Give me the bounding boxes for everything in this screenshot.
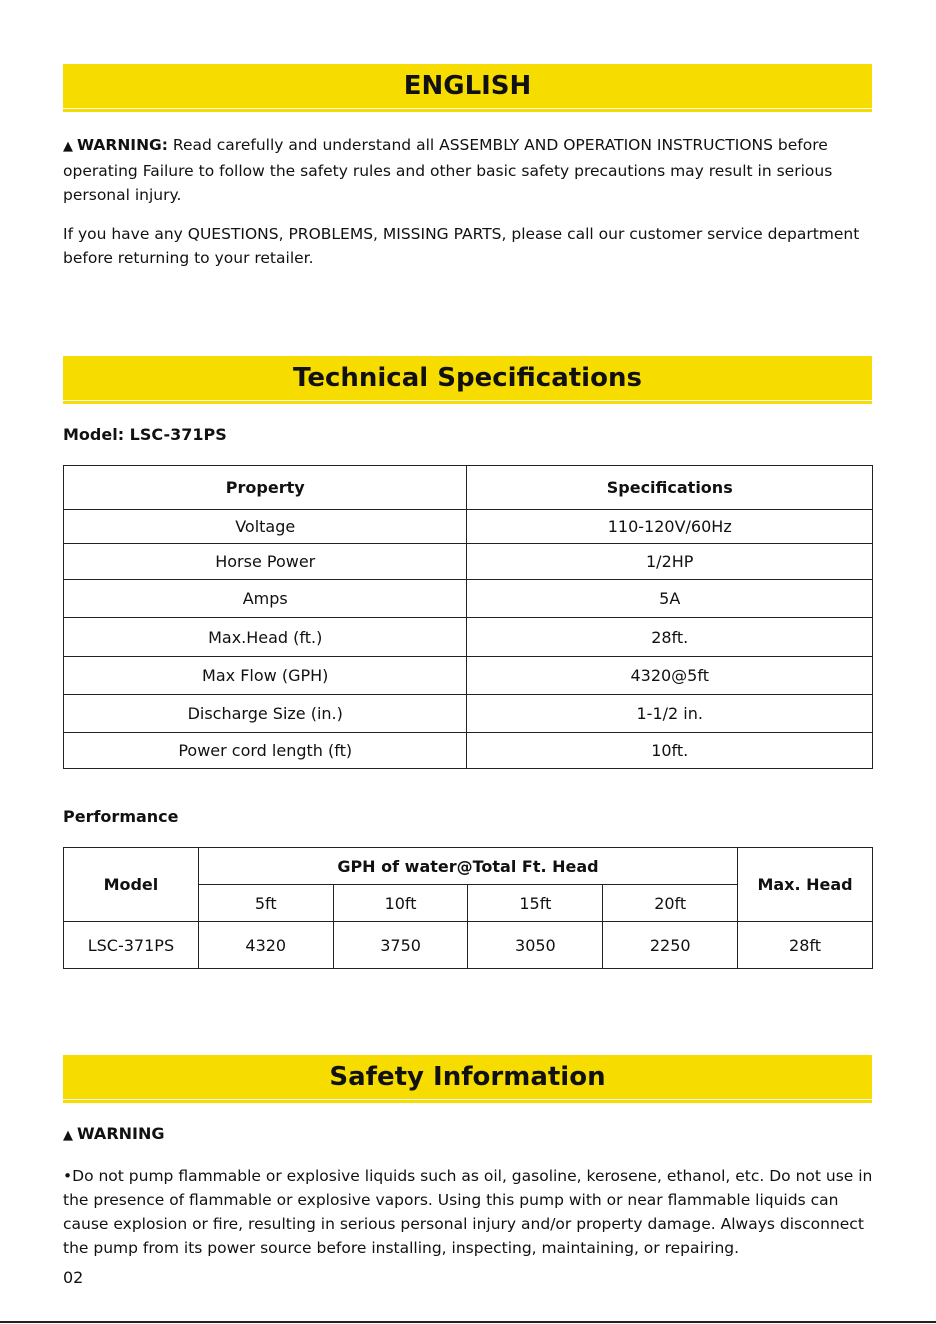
performance-value: 4320 [198,922,333,969]
spec-value: 1/2HP [467,544,873,580]
spec-value: 4320@5ft [467,657,873,695]
specs-header-specifications: Specifications [467,466,873,510]
specs-table [63,465,873,769]
safety-bullet-paragraph: •Do not pump flammable or explosive liquids such as oil, gasoline, kerosene, ethanol, etc. Do not use in the presence of flammable or explosive vapors. Using this pump with or near flammable liquids can cause explosion or fire, resulting in serious personal injury and/or property damage. Always disconnect the pump from its power source before installing, inspecting, maintaining, or repairing. [63,1167,873,1257]
spec-property: Amps [64,580,467,618]
tech-specs-banner [63,356,872,400]
spec-value: 1-1/2 in. [467,695,873,733]
performance-header-row [64,848,873,885]
safety-warning-heading [63,1124,165,1143]
tech-specs-banner-underline [63,401,872,404]
table-row [64,618,873,657]
specs-header-row [64,466,873,510]
table-row [64,695,873,733]
spec-property: Max Flow (GPH) [64,657,467,695]
english-warning-paragraph [63,133,875,207]
warning-triangle-icon: ▲ [63,1128,73,1143]
spec-value: 110-120V/60Hz [467,510,873,544]
performance-header-max-head: Max. Head [738,848,873,922]
table-row [64,657,873,695]
warning-text: Read carefully and understand all ASSEMBLY AND OPERATION INSTRUCTIONS before operating Failure to follow the safety rules and other basic safety precautions may result in serious personal injury. [63,136,833,204]
footer-rule [0,1321,936,1323]
head-20ft: 20ft [603,885,738,922]
head-5ft: 5ft [198,885,333,922]
performance-max-head: 28ft [738,922,873,969]
spec-value: 10ft. [467,733,873,769]
warning-label: WARNING: [77,136,168,154]
safety-banner [63,1055,872,1099]
spec-property: Voltage [64,510,467,544]
spec-value: 28ft. [467,618,873,657]
performance-model: LSC-371PS [64,922,199,969]
safety-warning-label: WARNING [77,1124,165,1143]
performance-header-model: Model [64,848,199,922]
spec-property: Power cord length (ft) [64,733,467,769]
head-10ft: 10ft [333,885,468,922]
head-15ft: 15ft [468,885,603,922]
spec-property: Horse Power [64,544,467,580]
performance-header-gph: GPH of water@Total Ft. Head [198,848,737,885]
warning-triangle-icon: ▲ [63,139,73,154]
spec-property: Discharge Size (in.) [64,695,467,733]
table-row [64,733,873,769]
specs-header-property: Property [64,466,467,510]
performance-value: 3750 [333,922,468,969]
english-title: ENGLISH [403,71,532,101]
english-banner [63,64,872,108]
questions-paragraph: If you have any QUESTIONS, PROBLEMS, MISSING PARTS, please call our customer service department before returning to your retailer. [63,225,860,267]
table-row [64,510,873,544]
table-row [64,580,873,618]
performance-value: 3050 [468,922,603,969]
english-banner-underline [63,109,872,112]
model-line: Model: LSC-371PS [63,425,227,444]
safety-title: Safety Information [329,1062,606,1092]
page-number: 02 [63,1268,84,1287]
table-row [64,544,873,580]
spec-property: Max.Head (ft.) [64,618,467,657]
table-row [64,922,873,969]
performance-value: 2250 [603,922,738,969]
spec-value: 5A [467,580,873,618]
safety-banner-underline [63,1100,872,1103]
tech-specs-title: Technical Specifications [293,363,642,393]
performance-table [63,847,873,969]
performance-heading: Performance [63,807,179,826]
